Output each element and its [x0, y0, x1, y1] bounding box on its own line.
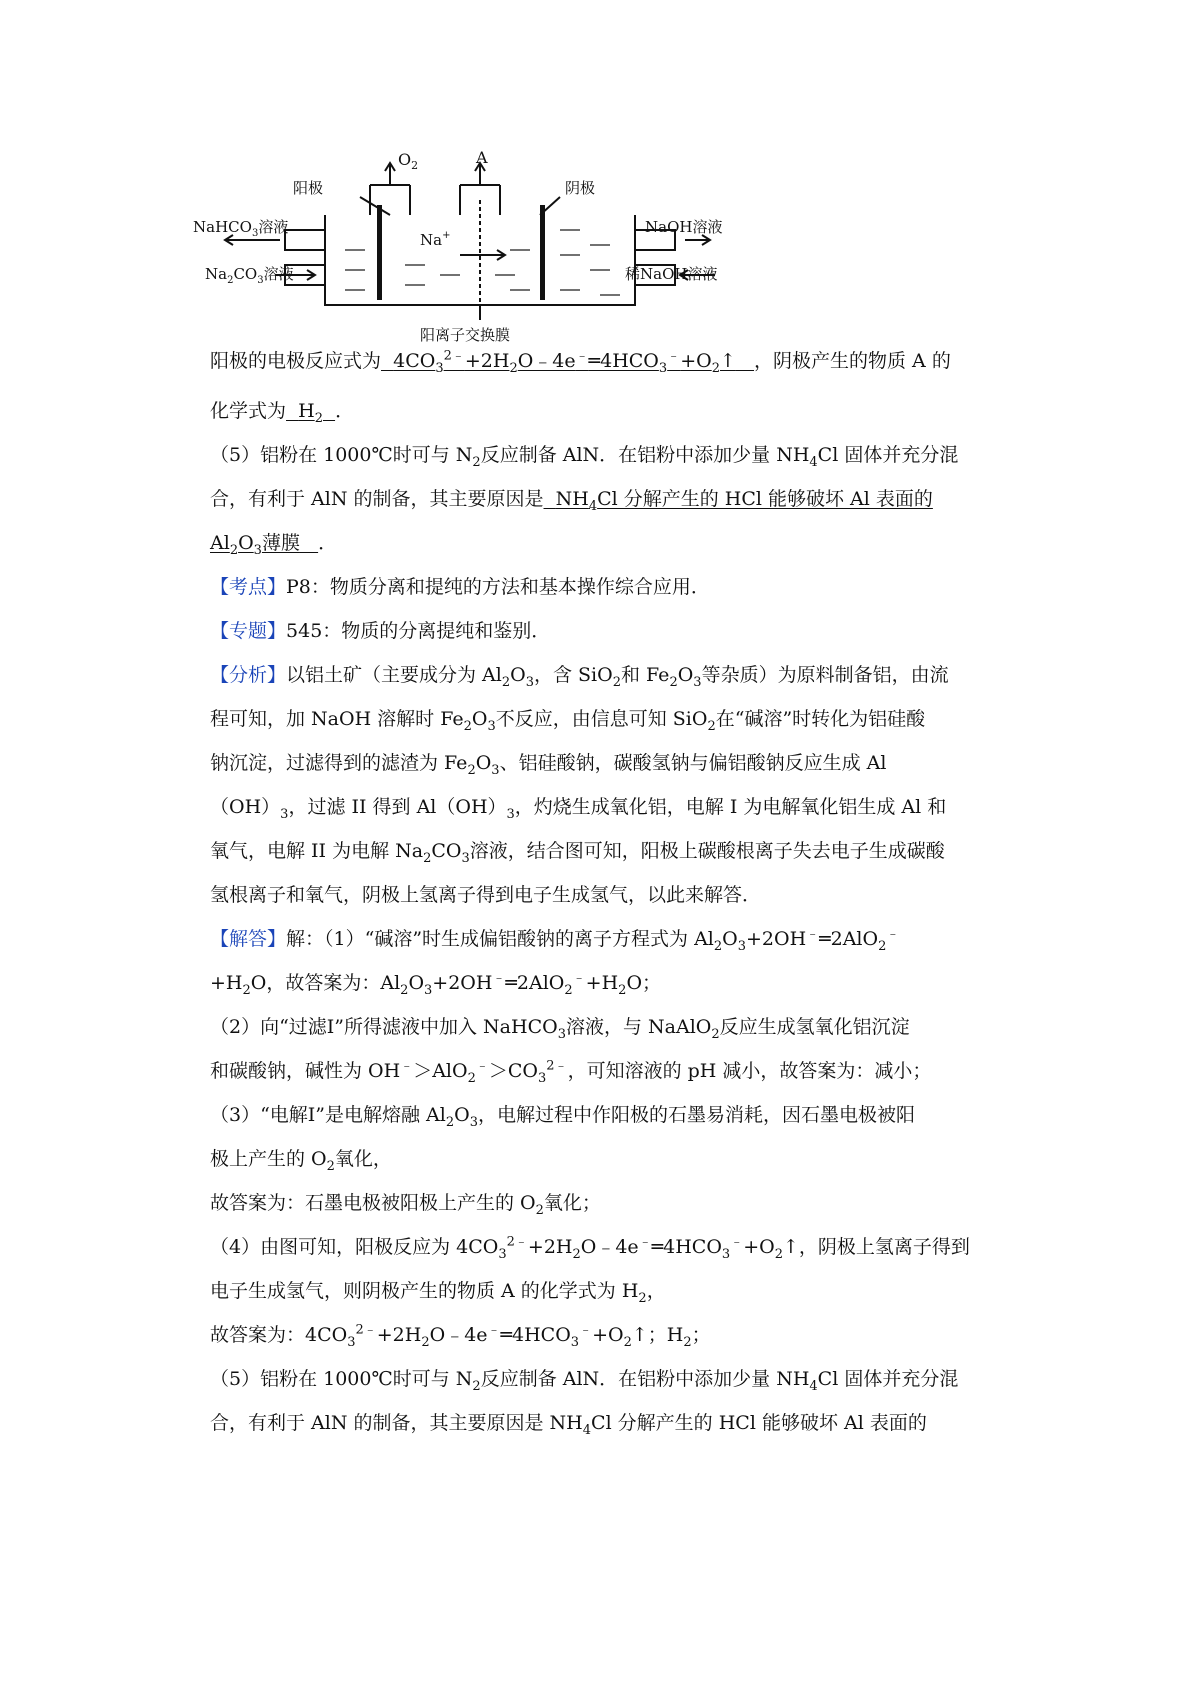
text-line: 程可知，加 NaOH 溶解时 $Fe_2O_3$不反应，由信息可知 SiO$_2$在“碱溶”时转化为铝硅酸 [210, 708, 926, 734]
text-line: 氢根离子和氧气，阴极上氢离子得到电子生成氢气，以此来解答． [210, 884, 762, 906]
cation-exchange-membrane-label: 阳离子交换膜 [420, 326, 511, 344]
text-line: $(OH)_3$，过滤 II 得到 $Al(OH)_3$，灼烧生成氧化铝，电解 I 为电解氧化铝生成 Al 和 [210, 796, 947, 822]
text-line: （2）向“过滤Ⅰ”所得滤液中加入 NaHCO$_3$溶液，与 NaAlO$_2$反应生成氢氧化铝沉淀 [210, 1016, 910, 1042]
text-line: $+H_2O$，故答案为：$Al_2O_3+2OH^﹣═2AlO_2^﹣+H_2O$； [210, 970, 662, 998]
o2-label: $O_2$ [398, 150, 419, 172]
text-line: 极上产生的 $O_2$氧化， [210, 1148, 392, 1174]
text-line: 化学式为 $H_2$ ． [210, 400, 355, 426]
naoh-solution-label: NaOH溶液 [645, 218, 723, 236]
text-line: 电子生成氢气，则阴极产生的物质 A 的化学式为 $H_2$， [210, 1280, 666, 1306]
text-line: （5）铝粉在 1000℃时可与 $N_2$反应制备 AlN．在铝粉中添加少量 $NH_4Cl$ 固体并充分混 [210, 1368, 959, 1394]
zhuanti-line: 【专题】545：物质的分离提纯和鉴别． [210, 620, 551, 642]
fenxi-line: 【分析】以铝土矿（主要成分为 $Al_2O_3$，含 SiO$_2$和 $Fe_2O_3$等杂质）为原料制备铝，由流 [210, 664, 949, 690]
na-ion-label: Na+ [420, 230, 451, 249]
text-line: $Al_2O_3$薄膜 ． [210, 532, 338, 558]
text-line: （5）铝粉在 1000℃时可与 $N_2$反应制备 AlN．在铝粉中添加少量 $NH_4Cl$ 固体并充分混 [210, 444, 959, 470]
text-line: 故答案为：石墨电极被阳极上产生的 $O_2$氧化； [210, 1192, 601, 1218]
text-line: 故答案为：$4CO_3^{2﹣}+2H_2O﹣4e^﹣═4HCO_3^﹣+O_2↑$；$H_2$； [210, 1322, 711, 1350]
cathode-electrode [540, 205, 545, 300]
anode-label: 阳极 [293, 179, 324, 197]
electrolysis-cell-diagram [193, 148, 725, 355]
cathode-label: 阴极 [565, 179, 596, 197]
a-label: A [476, 148, 488, 167]
jieda-line: 【解答】解：（1）“碱溶”时生成偏铝酸钠的离子方程式为 $Al_2O_3+2OH^﹣═2AlO_2^﹣$ [210, 926, 900, 954]
na2co3-solution-label: $Na_2CO_3$溶液 [205, 265, 294, 286]
text-line: （4）由图可知，阳极反应为 $4CO_3^{2﹣}+2H_2O﹣4e^﹣═4HCO_3^﹣+O_2↑$，阴极上氢离子得到 [210, 1234, 970, 1262]
text-line: 阳极的电极反应式为 $4CO_3^{2﹣}+2H_2O﹣4e^﹣═4HCO_3^﹣+O_2↑$ ，阴极产生的物质 A 的 [210, 348, 951, 376]
kaodian-line: 【考点】P8：物质分离和提纯的方法和基本操作综合应用． [210, 576, 710, 598]
text-line: （3）“电解Ⅰ”是电解熔融 $Al_2O_3$，电解过程中作阳极的石墨易消耗，因石墨电极被阳 [210, 1104, 916, 1130]
text-line: 氧气，电解 II 为电解 $Na_2CO_3$溶液，结合图可知，阳极上碳酸根离子失去电子生成碳酸 [210, 840, 945, 866]
text-line: 钠沉淀，过滤得到的滤渣为 $Fe_2O_3$、铝硅酸钠，碳酸氢钠与偏铝酸钠反应生成 Al [210, 752, 887, 778]
dilute-naoh-solution-label: 稀NaOH溶液 [625, 265, 718, 283]
nahco3-solution-label: NaHCO$_3$溶液 [193, 218, 289, 239]
text-line: 和碳酸钠，碱性为 $OH^﹣>AlO_2^﹣>CO_3^{2﹣}$，可知溶液的 pH 减小，故答案为：减小； [210, 1058, 932, 1086]
text-line: 合，有利于 AlN 的制备，其主要原因是 $NH_4Cl$ 分解产生的 HCl 能够破坏 Al 表面的 [210, 1412, 927, 1438]
text-line: 合，有利于 AlN 的制备，其主要原因是 $NH_4Cl$ 分解产生的 HCl 能够破坏 Al 表面的 [210, 488, 933, 514]
anode-electrode [377, 205, 382, 300]
